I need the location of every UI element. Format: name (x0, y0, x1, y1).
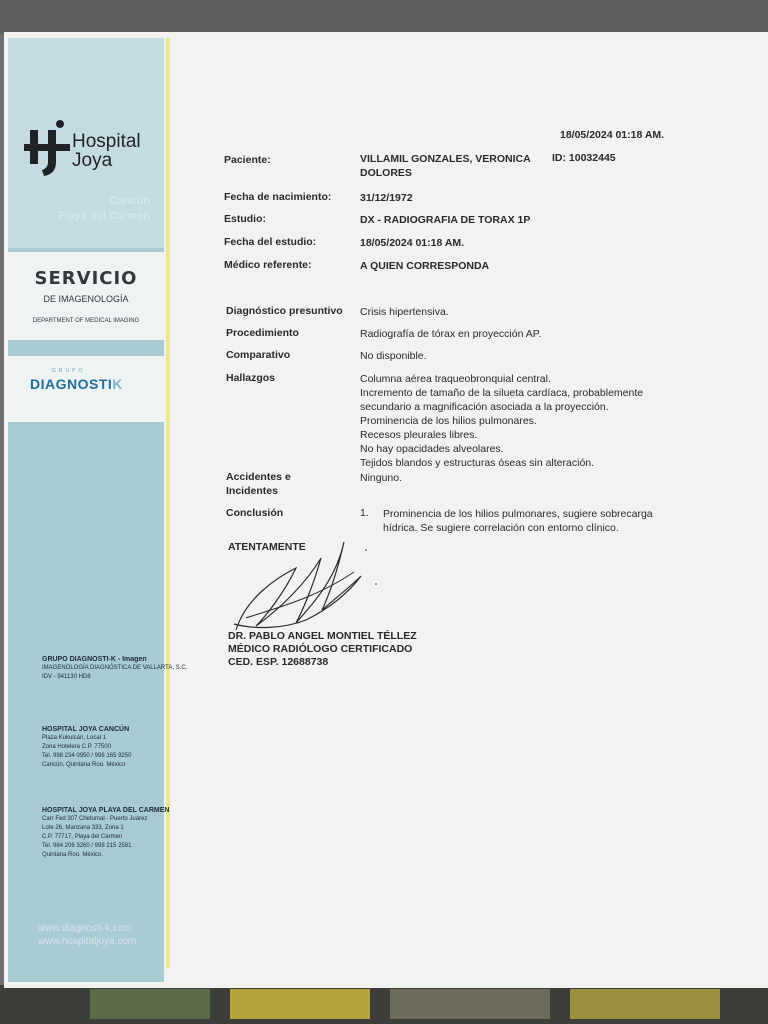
city-cancun: Cancún (109, 195, 150, 207)
findings-label: Hallazgos (226, 372, 276, 384)
incidents-label (226, 470, 291, 498)
diagnostik-logo (30, 376, 123, 392)
presumptive-diagnosis-value: Crisis hipertensiva. (360, 306, 449, 318)
referring-doctor-label: Médico referente: (224, 259, 312, 271)
cancun-line: Zona Hotelera C.P. 77500 (42, 744, 111, 750)
comparative-label: Comparativo (226, 349, 291, 361)
comparative-value: No disponible. (360, 350, 427, 362)
conclusion-line: Prominencia de los hilios pulmonares, sugiere sobrecarga (383, 508, 653, 520)
conclusion-number: 1. (360, 507, 369, 519)
finding-line: Tejidos blandos y estructuras óseas sin alteración. (360, 457, 595, 469)
finding-line: Columna aérea traqueobronquial central. (360, 373, 551, 385)
imagenologia-subtitle: DE IMAGENOLOGÍA (43, 294, 129, 304)
finding-line: Recesos pleurales libres. (360, 429, 478, 441)
playa-line: Carr Fed 307 Chetumal - Puerto Juárez (42, 816, 148, 822)
findings-value (360, 372, 643, 470)
playa-line: Tel. 984 206 3260 / 998 215 2581 (42, 843, 132, 849)
group-sub: IMAGENOLOGÍA DIAGNÓSTICA DE VALLARTA, S.C. (42, 665, 188, 671)
cancun-line: Tel. 998 234 0950 / 998 165 9250 (42, 753, 132, 759)
playa-contact (42, 806, 169, 860)
servicio-title: SERVICIO (34, 268, 138, 289)
website-hospital: www.hospitaljoya.com (38, 936, 137, 947)
doctor-name: DR. PABLO ANGEL MONTIEL TÉLLEZ (228, 630, 417, 642)
diagnostik-logo-k: K (112, 376, 123, 392)
hospital-logo-icon (24, 120, 70, 183)
study-date-value: 18/05/2024 01:18 AM. (360, 237, 465, 249)
procedure-label: Procedimiento (226, 327, 299, 339)
background-bottom (0, 985, 768, 1024)
patient-name-line2: DOLORES (360, 167, 412, 179)
procedure-value: Radiografía de tórax en proyección AP. (360, 328, 542, 340)
sidebar-cities (10, 194, 150, 224)
study-value: DX - RADIOGRAFIA DE TORAX 1P (360, 214, 531, 226)
sidebar-websites (38, 922, 136, 948)
finding-line: Prominencia de los hilios pulmonares. (360, 415, 537, 427)
study-label: Estudio: (224, 213, 266, 225)
study-date-label: Fecha del estudio: (224, 236, 317, 248)
incidents-label-line1: Accidentes e (226, 471, 291, 483)
referring-doctor-value: A QUIEN CORRESPONDA (360, 260, 490, 272)
city-playa: Playa del Carmen (58, 210, 150, 222)
patient-label: Paciente: (224, 154, 271, 166)
group-name: GRUPO DIAGNOSTI-K - Imagen (42, 656, 147, 663)
cancun-line: Cancún, Quintana Roo. México (42, 762, 126, 768)
signature-icon (226, 538, 386, 643)
hospital-name (72, 132, 141, 170)
presumptive-diagnosis-label: Diagnóstico presuntivo (226, 305, 343, 317)
group-id: IDV - 941130 HD8 (42, 674, 91, 680)
conclusion-text (383, 507, 713, 535)
cancun-line: Plaza Kukulcán, Local 1 (42, 735, 107, 741)
website-diagnostik: www.diagnosti-k.com (38, 923, 132, 934)
diagnostik-logo-text: DIAGNOSTI (30, 376, 113, 392)
finding-line: secundario a magnificación asociada a la proyección. (360, 401, 609, 413)
group-info (42, 655, 187, 682)
patient-value (360, 152, 531, 180)
incidents-label-line2: Incidentes (226, 485, 278, 497)
playa-line: Lote 26, Manzana 333, Zona 1 (42, 825, 124, 831)
closing-atentamente: ATENTAMENTE (228, 541, 306, 553)
cancun-contact (42, 725, 131, 770)
diagnostik-grupo-label: GRUPO (52, 368, 86, 374)
birthdate-value: 31/12/1972 (360, 192, 413, 204)
hospital-name-line1: Hospital (72, 131, 141, 152)
playa-title: HOSPITAL JOYA PLAYA DEL CARMEN (42, 807, 170, 814)
birthdate-label: Fecha de nacimiento: (224, 191, 332, 203)
patient-id: ID: 10032445 (552, 152, 616, 164)
doctor-block (228, 630, 417, 669)
report-datetime: 18/05/2024 01:18 AM. (560, 129, 665, 141)
conclusion-line: hídrica. Se sugiere correlación con entorno clínico. (383, 522, 619, 534)
patient-name-line1: VILLAMIL GONZALES, VERONICA (360, 153, 531, 165)
department-label: DEPARTMENT OF MEDICAL IMAGING (32, 318, 140, 324)
finding-line: Incremento de tamaño de la silueta cardíaca, probablemente (360, 387, 644, 399)
hospital-name-line2: Joya (72, 150, 113, 171)
conclusion-label: Conclusión (226, 507, 284, 519)
background-top (0, 0, 768, 34)
playa-line: Quintana Roo. México. (42, 852, 104, 858)
doctor-license: CED. ESP. 12688738 (228, 656, 329, 668)
incidents-value: Ninguno. (360, 472, 403, 484)
finding-line: No hay opacidades alveolares. (360, 443, 504, 455)
doctor-title: MÉDICO RADIÓLOGO CERTIFICADO (228, 643, 413, 655)
cancun-title: HOSPITAL JOYA CANCÚN (42, 726, 130, 733)
playa-line: C.P. 77717, Playa del Carmen (42, 834, 123, 840)
